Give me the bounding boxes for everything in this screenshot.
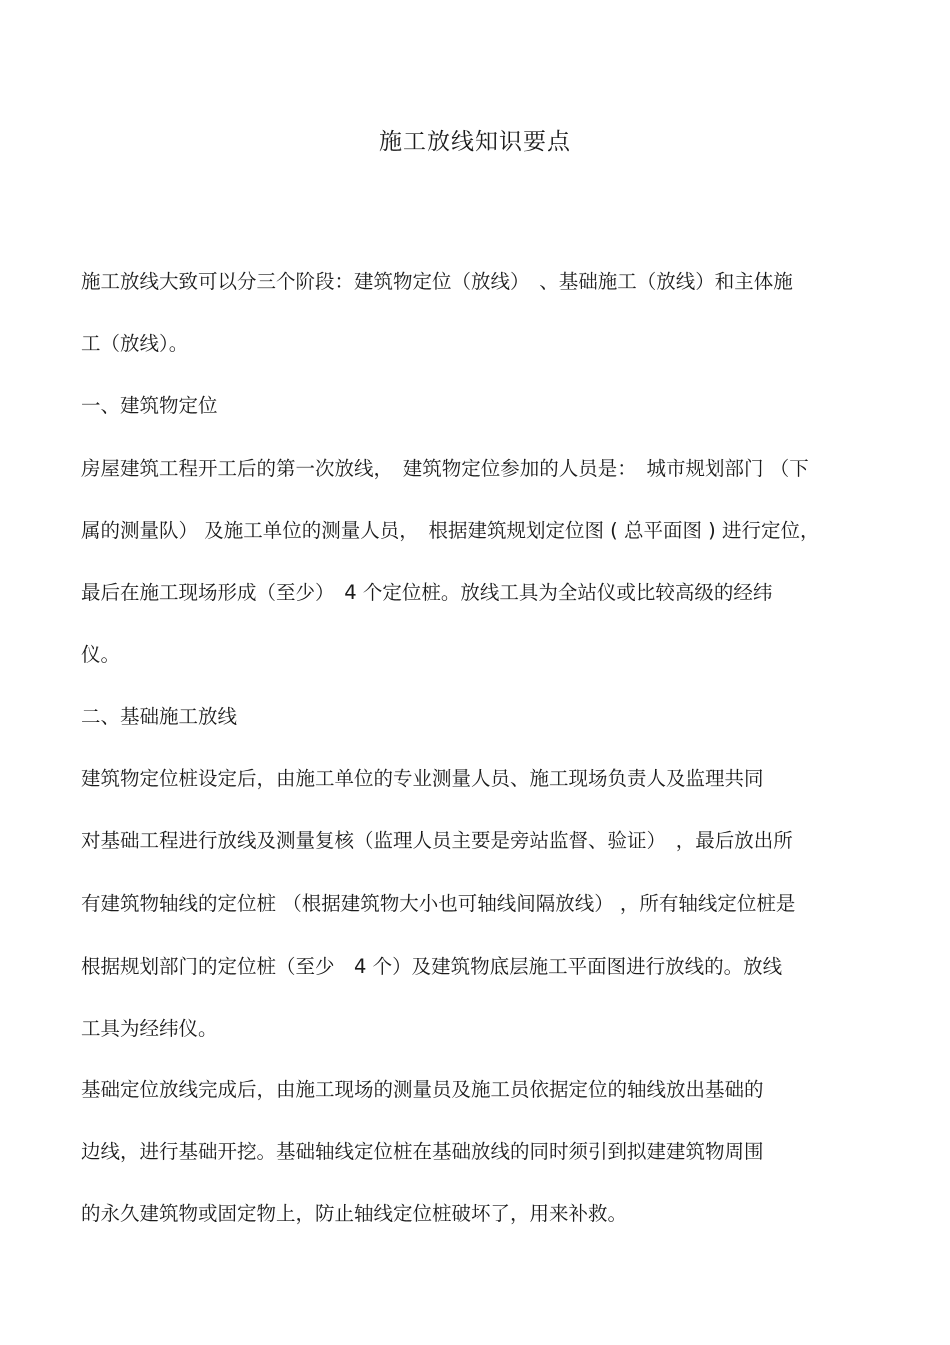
section-heading: 一、建筑物定位 [81,394,218,417]
paragraph-line: 属的测量队） 及施工单位的测量人员， 根据建筑规划定位图 ( 总平面图 ) 进行定位， [81,519,820,542]
document-title: 施工放线知识要点 [379,129,571,155]
paragraph-line: 房屋建筑工程开工后的第一次放线， 建筑物定位参加的人员是： 城市规划部门 （下 [81,457,809,480]
section-heading: 二、基础施工放线 [81,705,238,728]
paragraph-line: 的永久建筑物或固定物上，防止轴线定位桩破坏了，用来补救。 [81,1202,628,1225]
paragraph-line: 施工放线大致可以分三个阶段：建筑物定位（放线） 、基础施工（放线）和主体施 [81,270,793,293]
paragraph-line: 有建筑物轴线的定位桩 （根据建筑物大小也可轴线间隔放线） ，所有轴线定位桩是 [81,892,796,915]
paragraph-line: 工（放线）。 [81,332,189,355]
paragraph-line: 对基础工程进行放线及测量复核（监理人员主要是旁站监督、验证） ，最后放出所 [81,829,793,852]
paragraph-line: 建筑物定位桩设定后，由施工单位的专业测量人员、施工现场负责人及监理共同 [81,767,764,790]
paragraph-line: 根据规划部门的定位桩（至少 4 个）及建筑物底层施工平面图进行放线的。放线 [81,955,783,978]
paragraph-line: 基础定位放线完成后，由施工现场的测量员及施工员依据定位的轴线放出基础的 [81,1078,764,1101]
paragraph-line: 边线，进行基础开挖。基础轴线定位桩在基础放线的同时须引到拟建建筑物周围 [81,1140,764,1163]
paragraph-line: 最后在施工现场形成（至少） 4 个定位桩。放线工具为全站仪或比较高级的经纬 [81,581,773,604]
paragraph-line: 仪。 [81,643,121,666]
paragraph-line: 工具为经纬仪。 [81,1017,218,1040]
